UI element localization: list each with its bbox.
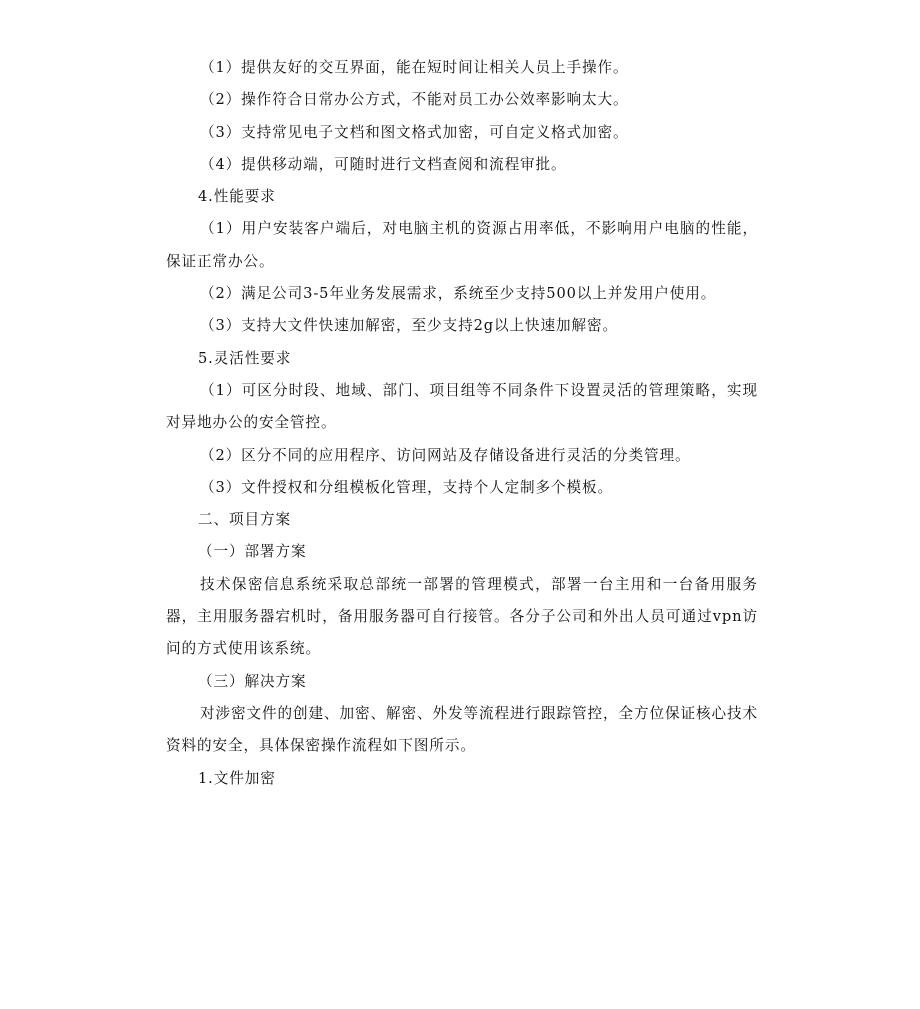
list-item-performance-3: （3）支持大文件快速加解密，至少支持2g以上快速加解密。 [200, 317, 618, 335]
section-heading-flexibility: 5.灵活性要求 [198, 349, 292, 367]
list-item-usability-2: （2）操作符合日常办公方式，不能对员工办公效率影响太大。 [200, 91, 629, 109]
list-item-usability-1: （1）提供友好的交互界面，能在短时间让相关人员上手操作。 [200, 59, 629, 76]
subsection-heading-solution: （三）解决方案 [198, 672, 307, 690]
body-paragraph-deployment: 技术保密信息系统采取总部统一部署的管理模式，部署一台主用和一台备用服务器，主用服务器宕机时，备用服务器可自行接管。各分子公司和外出人员可通过vpn访问的方式使用该系统。 [166, 575, 758, 658]
subsection-heading-deployment: （一）部署方案 [198, 543, 307, 561]
list-item-flexibility-3: （3）文件授权和分组模板化管理，支持个人定制多个模板。 [200, 478, 614, 496]
body-paragraph-solution: 对涉密文件的创建、加密、解密、外发等流程进行跟踪管控，全方位保证核心技术资料的安全，具体保密操作流程如下图所示。 [166, 704, 758, 755]
list-item-flexibility-2: （2）区分不同的应用程序、访问网站及存储设备进行灵活的分类管理。 [200, 446, 691, 464]
section-heading-file-encryption: 1.文件加密 [198, 769, 276, 787]
chapter-heading-project-plan: 二、项目方案 [198, 511, 291, 529]
document-page [166, 52, 758, 795]
list-item-performance-2: （2）满足公司3-5年业务发展需求，系统至少支持500以上并发用户使用。 [200, 285, 717, 303]
list-item-usability-3: （3）支持常见电子文档和图文格式加密，可自定义格式加密。 [200, 123, 629, 141]
list-item-usability-4: （4）提供移动端，可随时进行文档查阅和流程审批。 [200, 155, 567, 173]
section-heading-performance: 4.性能要求 [198, 188, 276, 206]
list-item-flexibility-1: （1）可区分时段、地域、部门、项目组等不同条件下设置灵活的管理策略，实现对异地办公的安全管控。 [166, 381, 758, 432]
list-item-performance-1: （1）用户安装客户端后，对电脑主机的资源占用率低，不影响用户电脑的性能，保证正常办公。 [166, 220, 758, 270]
